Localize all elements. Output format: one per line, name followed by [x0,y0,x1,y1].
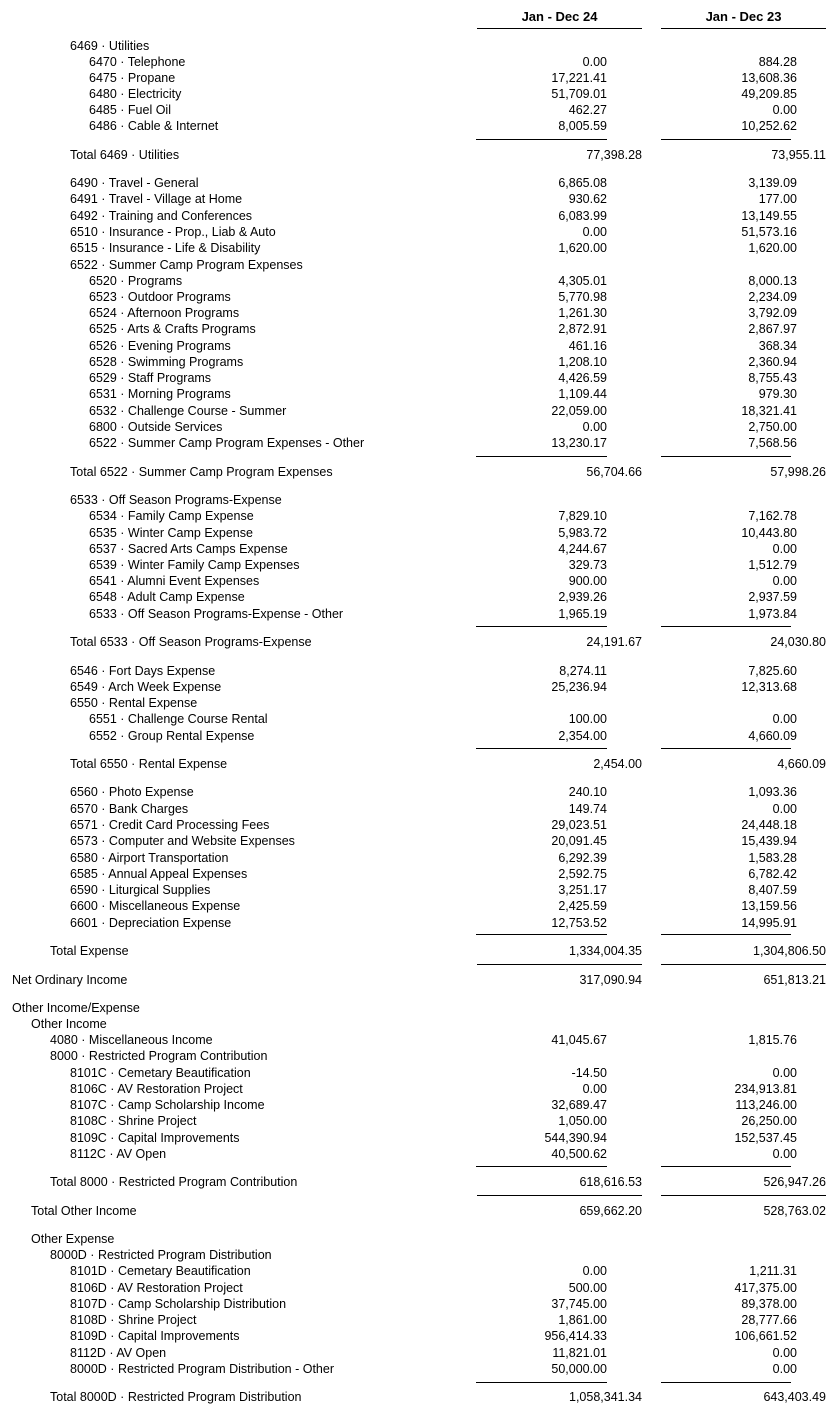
account-row [0,801,840,817]
account-label: 6528 · Swimming Programs [89,355,244,369]
amount-jan-dec-24: 8,005.59 [558,119,607,133]
amount-jan-dec-23: 884.28 [758,55,797,69]
account-label: 6585 · Annual Appeal Expenses [70,867,248,881]
account-row [0,321,840,337]
subtotal-rule [661,139,791,140]
amount-jan-dec-24: 4,244.67 [558,542,607,556]
amount-jan-dec-24: 100.00 [568,712,607,726]
section-header-row [0,695,840,711]
amount-jan-dec-24: 77,398.28 [586,148,642,162]
account-row [0,102,840,118]
section-header-row [0,1247,840,1263]
amount-jan-dec-24: 6,865.08 [558,176,607,190]
amount-jan-dec-23: 73,955.11 [771,148,826,162]
account-row [0,1312,840,1328]
account-row [0,833,840,849]
account-label: 6522 · Summer Camp Program Expenses - Other [89,436,365,450]
amount-jan-dec-23: 26,250.00 [741,1114,797,1128]
subtotal-rule [477,964,642,965]
section-header-row [0,1016,840,1032]
account-label: 6573 · Computer and Website Expenses [70,834,295,848]
amount-jan-dec-23: 6,782.42 [748,867,797,881]
account-label: 6537 · Sacred Arts Camps Expense [89,542,288,556]
account-row [0,1345,840,1361]
account-label: 8000 · Restricted Program Contribution [50,1049,268,1063]
amount-jan-dec-23: 0.00 [772,802,797,816]
column-header-underline [477,28,642,29]
account-row [0,898,840,914]
amount-jan-dec-23: 0.00 [772,1147,797,1161]
amount-jan-dec-23: 528,763.02 [763,1204,826,1218]
account-row [0,370,840,386]
amount-jan-dec-23: 2,867.97 [748,322,797,336]
account-label: 8000D · Restricted Program Distribution [50,1248,272,1262]
total-row [0,1389,840,1405]
account-label: 6524 · Afternoon Programs [89,306,240,320]
account-row [0,728,840,744]
account-label: Total Other Income [31,1204,137,1218]
amount-jan-dec-24: 329.73 [568,558,607,572]
amount-jan-dec-24: 930.62 [568,192,607,206]
amount-jan-dec-23: 1,512.79 [748,558,797,572]
amount-jan-dec-24: 240.10 [568,785,607,799]
account-label: 8112D · AV Open [70,1346,167,1360]
account-label: 6525 · Arts & Crafts Programs [89,322,256,336]
total-row [0,1203,840,1219]
account-label: 8108C · Shrine Project [70,1114,197,1128]
amount-jan-dec-24: 29,023.51 [551,818,607,832]
account-label: Total Expense [50,944,129,958]
amount-jan-dec-23: 12,313.68 [741,680,797,694]
amount-jan-dec-23: 106,661.52 [734,1329,797,1343]
amount-jan-dec-24: 56,704.66 [586,465,642,479]
amount-jan-dec-24: -14.50 [571,1066,607,1080]
amount-jan-dec-23: 7,825.60 [748,664,797,678]
account-label: 6535 · Winter Camp Expense [89,526,253,540]
amount-jan-dec-24: 956,414.33 [544,1329,607,1343]
account-label: Total 6533 · Off Season Programs-Expense [70,635,312,649]
amount-jan-dec-23: 368.34 [758,339,797,353]
account-row [0,1280,840,1296]
account-label: 6590 · Liturgical Supplies [70,883,211,897]
account-row [0,1065,840,1081]
account-label: 6571 · Credit Card Processing Fees [70,818,270,832]
account-row [0,663,840,679]
account-label: 6570 · Bank Charges [70,802,189,816]
amount-jan-dec-23: 2,750.00 [748,420,797,434]
account-row [0,175,840,191]
account-row [0,354,840,370]
account-label: 8106C · AV Restoration Project [70,1082,243,1096]
amount-jan-dec-23: 49,209.85 [741,87,797,101]
account-label: Other Income [31,1017,107,1031]
account-row [0,208,840,224]
account-row [0,817,840,833]
amount-jan-dec-24: 37,745.00 [551,1297,607,1311]
account-label: 6480 · Electricity [89,87,182,101]
amount-jan-dec-23: 1,583.28 [748,851,797,865]
amount-jan-dec-24: 4,305.01 [558,274,607,288]
amount-jan-dec-24: 1,861.00 [558,1313,607,1327]
account-label: 6533 · Off Season Programs-Expense - Other [89,607,344,621]
amount-jan-dec-24: 317,090.94 [579,973,642,987]
account-row [0,525,840,541]
amount-jan-dec-24: 618,616.53 [579,1175,642,1189]
amount-jan-dec-23: 234,913.81 [734,1082,797,1096]
account-row [0,679,840,695]
total-row [0,972,840,988]
account-label: 6601 · Depreciation Expense [70,916,232,930]
account-label: 6548 · Adult Camp Expense [89,590,245,604]
amount-jan-dec-23: 2,360.94 [748,355,797,369]
amount-jan-dec-23: 13,149.55 [741,209,797,223]
amount-jan-dec-24: 1,058,341.34 [569,1390,642,1404]
account-label: 6550 · Rental Expense [70,696,198,710]
amount-jan-dec-23: 113,246.00 [735,1098,797,1112]
amount-jan-dec-23: 8,000.13 [748,274,797,288]
section-header-row [0,38,840,54]
amount-jan-dec-23: 152,537.45 [734,1131,797,1145]
account-label: 6523 · Outdoor Programs [89,290,231,304]
account-label: 6546 · Fort Days Expense [70,664,216,678]
account-label: Total 6469 · Utilities [70,148,180,162]
amount-jan-dec-24: 6,083.99 [558,209,607,223]
account-label: 6800 · Outside Services [89,420,223,434]
total-row [0,1174,840,1190]
account-row [0,240,840,256]
account-label: 6560 · Photo Expense [70,785,194,799]
account-row [0,86,840,102]
amount-jan-dec-24: 6,292.39 [558,851,607,865]
account-label: Total 8000D · Restricted Program Distribution [50,1390,302,1404]
section-header-row [0,257,840,273]
account-label: 8109C · Capital Improvements [70,1131,240,1145]
subtotal-rule [476,1382,607,1383]
account-label: Total 8000 · Restricted Program Contribution [50,1175,298,1189]
account-row [0,1263,840,1279]
account-row [0,850,840,866]
amount-jan-dec-23: 4,660.09 [777,757,826,771]
account-label: 6520 · Programs [89,274,183,288]
amount-jan-dec-24: 1,965.19 [558,607,607,621]
amount-jan-dec-24: 40,500.62 [551,1147,607,1161]
subtotal-rule [661,964,826,965]
total-row [0,943,840,959]
account-row [0,541,840,557]
subtotal-rule [476,748,607,749]
account-row [0,224,840,240]
account-row [0,1081,840,1097]
account-label: Other Income/Expense [12,1001,140,1015]
amount-jan-dec-24: 41,045.67 [551,1033,607,1047]
amount-jan-dec-24: 0.00 [582,1264,607,1278]
subtotal-rule [476,626,607,627]
account-row [0,54,840,70]
amount-jan-dec-23: 979.30 [758,387,797,401]
account-row [0,273,840,289]
account-label: 6469 · Utilities [70,39,150,53]
account-label: 6534 · Family Camp Expense [89,509,254,523]
account-label: Net Ordinary Income [12,973,128,987]
amount-jan-dec-23: 15,439.94 [741,834,797,848]
account-label: 6490 · Travel - General [70,176,199,190]
account-label: Other Expense [31,1232,115,1246]
amount-jan-dec-23: 417,375.00 [734,1281,797,1295]
account-row [0,1296,840,1312]
amount-jan-dec-23: 13,608.36 [741,71,797,85]
account-label: 6531 · Morning Programs [89,387,231,401]
total-row [0,147,840,163]
amount-jan-dec-23: 28,777.66 [741,1313,797,1327]
amount-jan-dec-23: 177.00 [758,192,797,206]
account-label: 6532 · Challenge Course - Summer [89,404,287,418]
amount-jan-dec-24: 1,334,004.35 [569,944,642,958]
account-label: 8101C · Cemetary Beautification [70,1066,251,1080]
amount-jan-dec-24: 50,000.00 [551,1362,607,1376]
account-row [0,1328,840,1344]
subtotal-rule [661,1195,826,1196]
account-row [0,589,840,605]
amount-jan-dec-24: 25,236.94 [551,680,607,694]
subtotal-rule [476,456,607,457]
amount-jan-dec-24: 51,709.01 [551,87,607,101]
account-label: 6485 · Fuel Oil [89,103,171,117]
amount-jan-dec-24: 659,662.20 [579,1204,642,1218]
amount-jan-dec-24: 17,221.41 [551,71,607,85]
amount-jan-dec-23: 1,304,806.50 [753,944,826,958]
account-label: 6510 · Insurance - Prop., Liab & Auto [70,225,276,239]
account-label: 8107C · Camp Scholarship Income [70,1098,265,1112]
subtotal-rule [661,934,791,935]
subtotal-rule [476,1166,607,1167]
account-row [0,338,840,354]
subtotal-rule [477,1195,642,1196]
amount-jan-dec-23: 1,620.00 [748,241,797,255]
account-label: 6533 · Off Season Programs-Expense [70,493,282,507]
amount-jan-dec-23: 1,093.36 [748,785,797,799]
amount-jan-dec-24: 32,689.47 [551,1098,607,1112]
amount-jan-dec-24: 900.00 [568,574,607,588]
account-row [0,1113,840,1129]
amount-jan-dec-24: 2,939.26 [558,590,607,604]
account-row [0,419,840,435]
account-label: 6515 · Insurance - Life & Disability [70,241,261,255]
amount-jan-dec-24: 0.00 [582,420,607,434]
amount-jan-dec-24: 4,426.59 [558,371,607,385]
amount-jan-dec-24: 3,251.17 [558,883,607,897]
account-row [0,1130,840,1146]
amount-jan-dec-24: 2,592.75 [558,867,607,881]
account-label: 8108D · Shrine Project [70,1313,197,1327]
account-row [0,118,840,134]
amount-jan-dec-24: 1,050.00 [558,1114,607,1128]
amount-jan-dec-23: 24,448.18 [741,818,797,832]
account-label: 8109D · Capital Improvements [70,1329,240,1343]
account-label: 6551 · Challenge Course Rental [89,712,268,726]
subtotal-rule [661,456,791,457]
amount-jan-dec-23: 24,030.80 [770,635,826,649]
column-header-underline [661,28,826,29]
amount-jan-dec-24: 1,208.10 [558,355,607,369]
amount-jan-dec-23: 0.00 [772,1066,797,1080]
amount-jan-dec-23: 2,234.09 [748,290,797,304]
amount-jan-dec-24: 22,059.00 [551,404,607,418]
amount-jan-dec-23: 10,252.62 [741,119,797,133]
account-row [0,289,840,305]
section-header-row [0,1231,840,1247]
amount-jan-dec-24: 544,390.94 [544,1131,607,1145]
amount-jan-dec-24: 1,261.30 [558,306,607,320]
amount-jan-dec-24: 2,454.00 [593,757,642,771]
amount-jan-dec-23: 8,755.43 [748,371,797,385]
account-row [0,1097,840,1113]
subtotal-rule [661,626,791,627]
section-header-row [0,492,840,508]
account-row [0,435,840,451]
account-row [0,1032,840,1048]
account-label: 8000D · Restricted Program Distribution - Other [70,1362,334,1376]
amount-jan-dec-23: 89,378.00 [741,1297,797,1311]
account-label: 6492 · Training and Conferences [70,209,253,223]
amount-jan-dec-24: 12,753.52 [551,916,607,930]
account-label: 6541 · Alumni Event Expenses [89,574,260,588]
account-label: 6470 · Telephone [89,55,186,69]
amount-jan-dec-24: 149.74 [568,802,607,816]
account-row [0,1146,840,1162]
account-row [0,711,840,727]
total-row [0,756,840,772]
account-row [0,191,840,207]
amount-jan-dec-24: 20,091.45 [551,834,607,848]
amount-jan-dec-23: 4,660.09 [748,729,797,743]
amount-jan-dec-23: 0.00 [772,574,797,588]
account-row [0,784,840,800]
account-row [0,386,840,402]
amount-jan-dec-23: 3,792.09 [748,306,797,320]
account-row [0,557,840,573]
section-header-row [0,1000,840,1016]
amount-jan-dec-23: 2,937.59 [748,590,797,604]
amount-jan-dec-24: 0.00 [582,1082,607,1096]
amount-jan-dec-23: 51,573.16 [741,225,797,239]
amount-jan-dec-23: 0.00 [772,712,797,726]
amount-jan-dec-24: 5,770.98 [558,290,607,304]
amount-jan-dec-24: 500.00 [568,1281,607,1295]
account-label: 6486 · Cable & Internet [89,119,219,133]
account-row [0,915,840,931]
section-header-row [0,1048,840,1064]
account-row [0,1361,840,1377]
account-label: 6539 · Winter Family Camp Expenses [89,558,300,572]
amount-jan-dec-24: 1,109.44 [558,387,607,401]
total-row [0,464,840,480]
amount-jan-dec-23: 57,998.26 [770,465,826,479]
account-row [0,305,840,321]
account-label: 6600 · Miscellaneous Expense [70,899,241,913]
amount-jan-dec-23: 651,813.21 [763,973,826,987]
amount-jan-dec-23: 1,815.76 [748,1033,797,1047]
account-label: Total 6522 · Summer Camp Program Expenses [70,465,333,479]
account-row [0,866,840,882]
amount-jan-dec-24: 462.27 [568,103,607,117]
account-label: 8106D · AV Restoration Project [70,1281,243,1295]
amount-jan-dec-24: 2,872.91 [558,322,607,336]
amount-jan-dec-23: 0.00 [772,103,797,117]
amount-jan-dec-24: 24,191.67 [586,635,642,649]
account-label: 8101D · Cemetary Beautification [70,1264,251,1278]
account-label: 6580 · Airport Transportation [70,851,229,865]
account-row [0,573,840,589]
subtotal-rule [661,1166,791,1167]
total-row [0,634,840,650]
amount-jan-dec-24: 461.16 [568,339,607,353]
amount-jan-dec-23: 526,947.26 [763,1175,826,1189]
amount-jan-dec-23: 14,995.91 [741,916,797,930]
amount-jan-dec-23: 8,407.59 [748,883,797,897]
column-header-jan-dec-24: Jan - Dec 24 [521,9,598,24]
amount-jan-dec-23: 13,159.56 [741,899,797,913]
amount-jan-dec-24: 11,821.01 [552,1346,607,1360]
amount-jan-dec-24: 2,354.00 [558,729,607,743]
account-label: 6522 · Summer Camp Program Expenses [70,258,303,272]
amount-jan-dec-24: 13,230.17 [551,436,607,450]
account-label: Total 6550 · Rental Expense [70,757,228,771]
account-label: 6475 · Propane [89,71,176,85]
account-label: 6526 · Evening Programs [89,339,231,353]
amount-jan-dec-23: 0.00 [772,542,797,556]
account-row [0,882,840,898]
amount-jan-dec-24: 2,425.59 [558,899,607,913]
amount-jan-dec-24: 8,274.11 [559,664,607,678]
subtotal-rule [661,748,791,749]
amount-jan-dec-23: 0.00 [772,1346,797,1360]
account-row [0,606,840,622]
amount-jan-dec-23: 7,568.56 [748,436,797,450]
amount-jan-dec-23: 643,403.49 [763,1390,826,1404]
account-row [0,508,840,524]
account-label: 6491 · Travel - Village at Home [70,192,243,206]
account-label: 6549 · Arch Week Expense [70,680,222,694]
account-row [0,403,840,419]
amount-jan-dec-24: 0.00 [582,225,607,239]
account-label: 8107D · Camp Scholarship Distribution [70,1297,287,1311]
account-label: 6529 · Staff Programs [89,371,212,385]
subtotal-rule [476,934,607,935]
account-label: 6552 · Group Rental Expense [89,729,255,743]
amount-jan-dec-24: 5,983.72 [558,526,607,540]
column-header-jan-dec-23: Jan - Dec 23 [705,9,782,24]
subtotal-rule [476,139,607,140]
subtotal-rule [661,1382,791,1383]
amount-jan-dec-23: 0.00 [772,1362,797,1376]
account-label: 8112C · AV Open [70,1147,167,1161]
amount-jan-dec-24: 7,829.10 [558,509,607,523]
amount-jan-dec-23: 7,162.78 [748,509,797,523]
account-row [0,70,840,86]
amount-jan-dec-24: 0.00 [582,55,607,69]
amount-jan-dec-23: 1,973.84 [748,607,797,621]
amount-jan-dec-23: 10,443.80 [741,526,797,540]
amount-jan-dec-23: 1,211.31 [749,1264,797,1278]
account-label: 4080 · Miscellaneous Income [50,1033,213,1047]
amount-jan-dec-23: 18,321.41 [741,404,797,418]
amount-jan-dec-24: 1,620.00 [558,241,607,255]
amount-jan-dec-23: 3,139.09 [748,176,797,190]
